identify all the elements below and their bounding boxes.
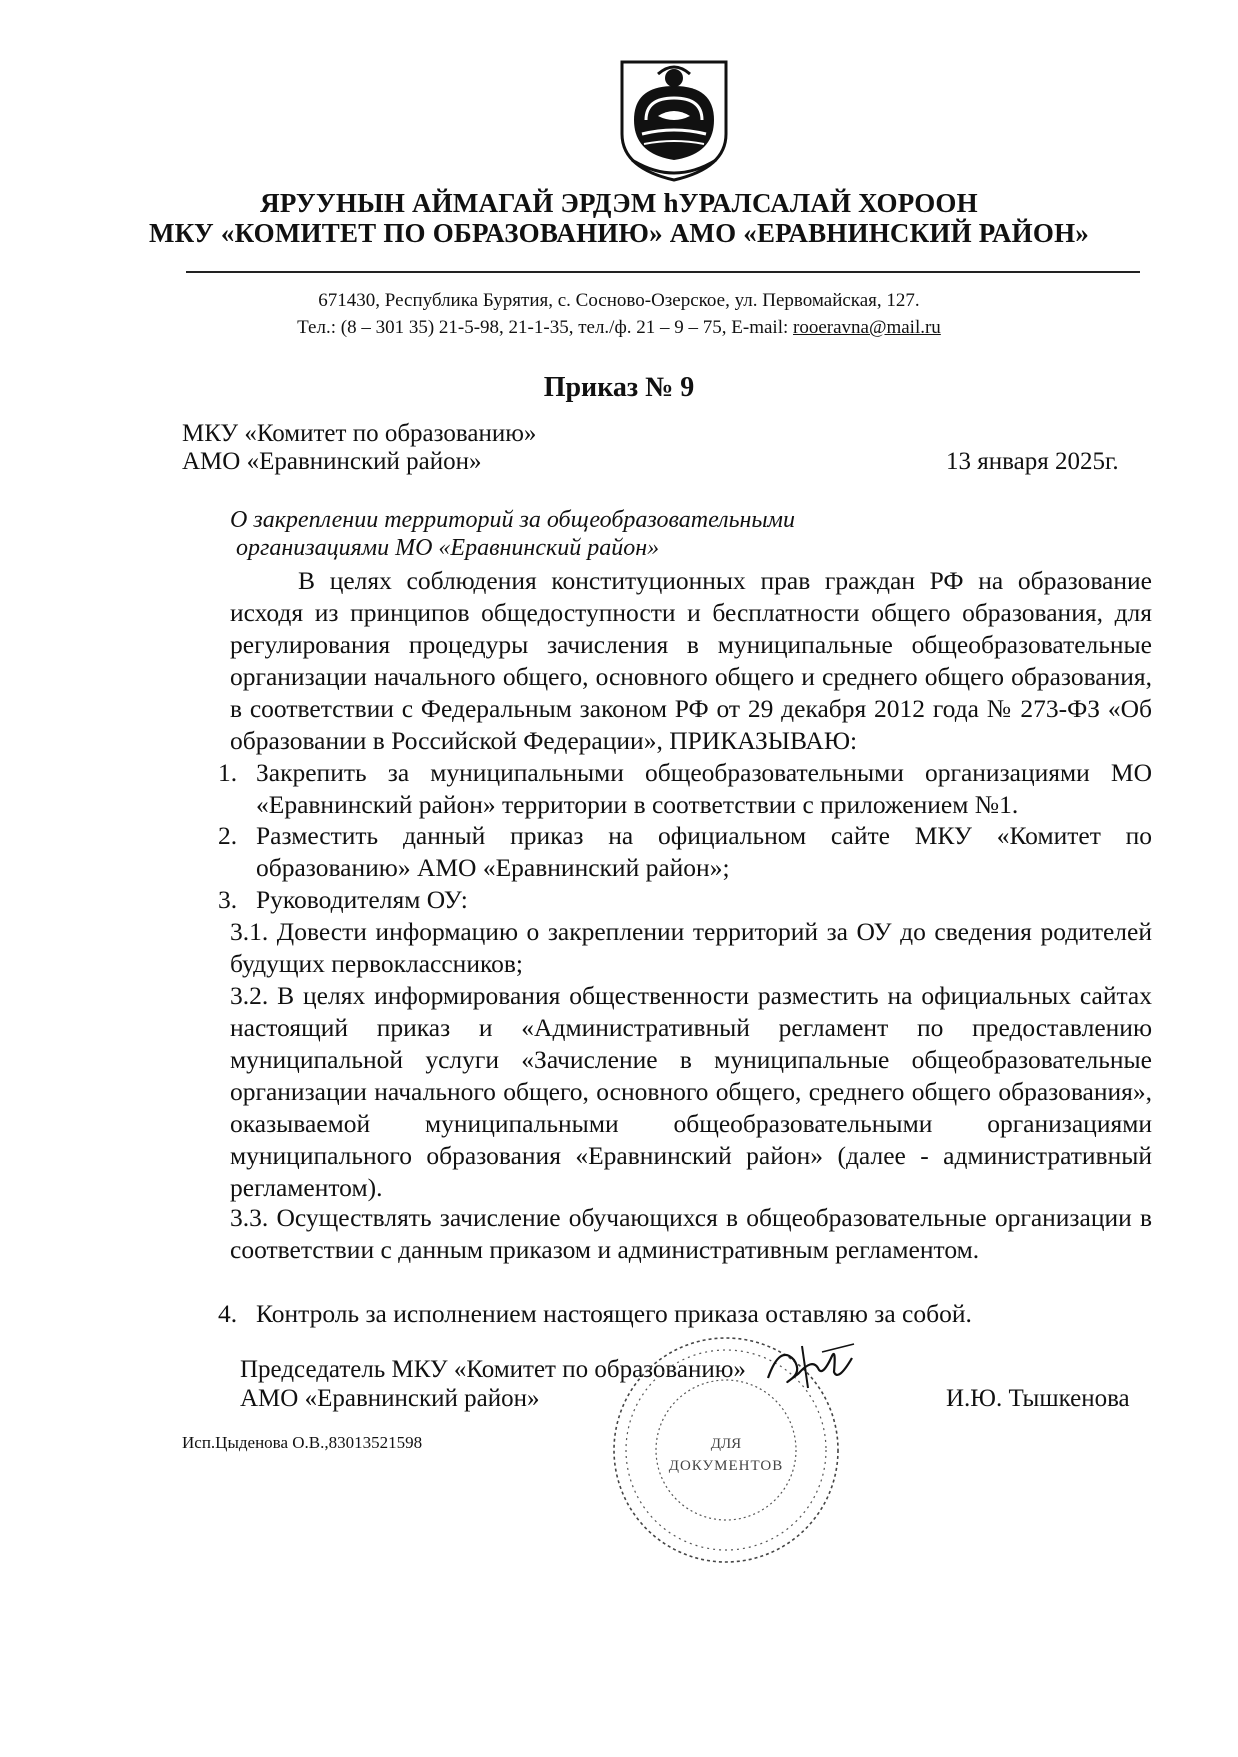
emblem-icon — [614, 56, 734, 184]
item-number: 4. — [218, 1299, 238, 1328]
handwritten-signature — [762, 1338, 858, 1396]
svg-text:ДЛЯ: ДЛЯ — [710, 1436, 742, 1452]
item-number: 2. — [218, 821, 238, 850]
list-item — [218, 884, 1152, 916]
item-text: Закрепить за муниципальными общеобразовательными организациями МО «Еравнинский район» территории в соответствии с приложением №1. — [256, 758, 1152, 819]
subject-line-2: организациями МО «Еравнинский район» — [236, 535, 660, 561]
list-item — [218, 820, 1152, 884]
sub-item-3-3: 3.3. Осуществлять зачисление обучающихся в общеобразовательные организации в соответствии с данным приказом и административным регламентом. — [230, 1203, 1152, 1264]
signer-position-line-2: АМО «Еравнинский район» — [240, 1385, 540, 1412]
sub-item-3-1: 3.1. Довести информацию о закреплении территорий за ОУ до сведения родителей будущих первоклассников; — [230, 917, 1152, 978]
executor-info: Исп.Цыденова О.В.,83013521598 — [182, 1433, 423, 1452]
list-item — [218, 757, 1152, 821]
header-divider — [186, 271, 1140, 273]
header-line-2: МКУ «КОМИТЕТ ПО ОБРАЗОВАНИЮ» АМО «ЕРАВНИНСКИЙ РАЙОН» — [148, 218, 1089, 248]
signer-name: И.Ю. Тышкенова — [946, 1385, 1130, 1412]
item-number: 3. — [218, 885, 238, 914]
item-text: Разместить данный приказ на официальном сайте МКУ «Комитет по образованию» АМО «Еравнинский район»; — [256, 821, 1152, 882]
intro-paragraph: В целях соблюдения конституционных прав граждан РФ на образование исходя из принципов общедоступности и бесплатности общего образования, для регулирования процедуры зачисления в муниципальные общеобразовательные организации начального общего, основного общего и среднего общего образования, в соответствии с Федеральным законом РФ от 29 декабря 2012 года № 273-ФЗ «Об образовании в Российской Федерации», ПРИКАЗЫВАЮ: — [230, 566, 1152, 755]
order-date: 13 января 2025г. — [946, 448, 1119, 475]
item-text: Контроль за исполнением настоящего приказа оставляю за собой. — [256, 1299, 972, 1328]
item-number: 1. — [218, 758, 238, 787]
page-title: Приказ № 9 — [543, 372, 695, 403]
org-line-1: МКУ «Комитет по образованию» — [182, 420, 537, 447]
header-contacts — [0, 317, 1238, 339]
sub-item-3-2: 3.2. В целях информирования общественности разместить на официальных сайтах настоящий приказ и «Административный регламент по предоставлению муниципальной услуги «Зачисление в муниципальные общеобразовательные организации начального общего, основного общего, среднего общего образования», оказываемой муниципальными общеобразовательными организациями муниципального образования «Еравнинский район» (далее - административный регламентом). — [230, 981, 1152, 1202]
header-phones: Тел.: (8 – 301 35) 21-5-98, 21-1-35, тел./ф. 21 – 9 – 75, E-mail: — [297, 317, 793, 338]
signer-position-line-1: Председатель МКУ «Комитет по образованию» — [240, 1356, 746, 1383]
item-text: Руководителям ОУ: — [256, 885, 468, 914]
header-line-1: ЯРУУНЫН АЙМАГАЙ ЭРДЭМ hУРАЛСАЛАЙ ХОРООН — [260, 188, 978, 218]
org-line-2: АМО «Еравнинский район» — [182, 448, 482, 475]
svg-text:ДОКУМЕНТОВ: ДОКУМЕНТОВ — [668, 1458, 784, 1474]
header-address: 671430, Республика Бурятия, с. Сосново-Озерское, ул. Первомайская, 127. — [318, 290, 920, 311]
subject-line-1: О закреплении территорий за общеобразовательными — [230, 507, 795, 533]
list-item — [218, 1298, 1152, 1330]
email-link[interactable]: rooeravna@mail.ru — [793, 317, 941, 338]
